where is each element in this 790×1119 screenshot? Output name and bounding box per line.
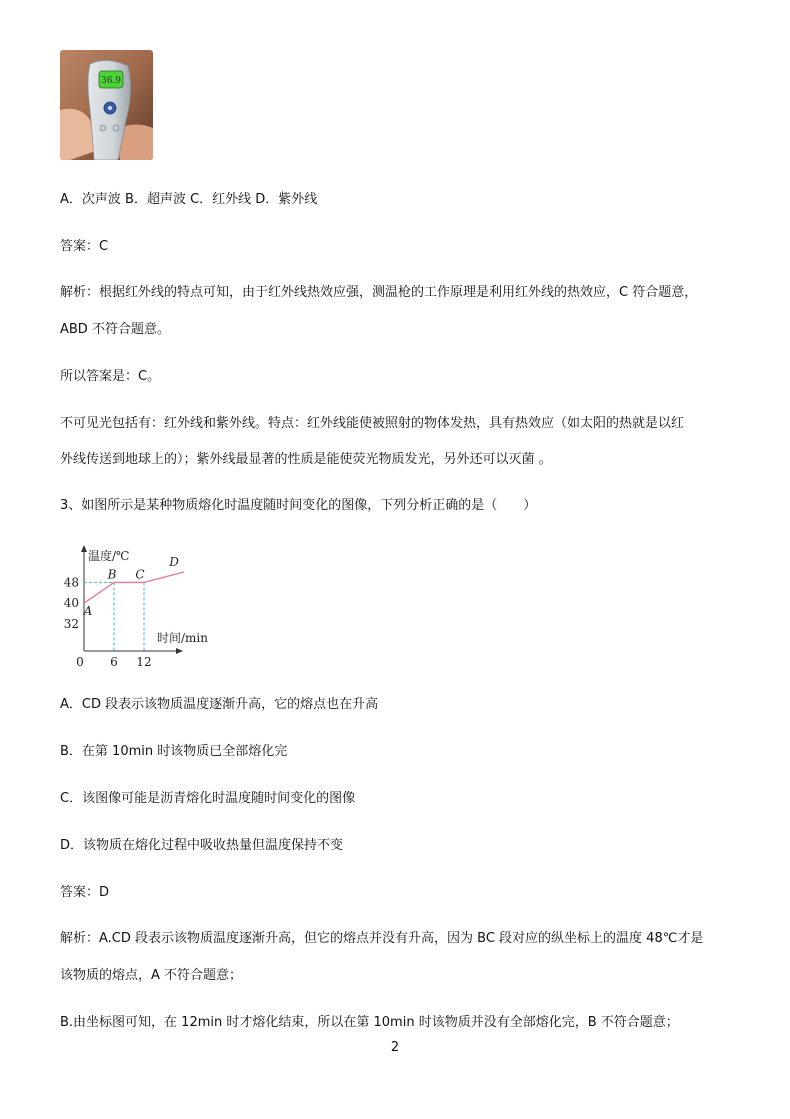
q2-analysis-line-2: ABD 不符合题意。 bbox=[60, 322, 170, 337]
point-label: C bbox=[135, 567, 145, 582]
thermometer-reading: 36.9 bbox=[100, 76, 122, 86]
q3-option-a: A．CD 段表示该物质温度逐渐升高，它的熔点也在升高 bbox=[60, 697, 379, 712]
q2-analysis-line-1: 解析：根据红外线的特点可知，由于红外线热效应强，测温枪的工作原理是利用红外线的热效应，C 符合题意， bbox=[60, 285, 698, 300]
thermometer-photo bbox=[60, 50, 153, 160]
y-tick-label: 32 bbox=[63, 617, 79, 631]
q2-note-line-1: 不可见光包括有：红外线和紫外线。特点：红外线能使被照射的物体发热，具有热效应（如太阳的热就是以红 bbox=[60, 416, 685, 431]
point-label: B bbox=[107, 567, 117, 582]
q2-answer: 答案：C bbox=[60, 239, 109, 254]
q3-answer: 答案：D bbox=[60, 885, 110, 900]
point-label: A bbox=[83, 604, 93, 619]
x-axis-arrow bbox=[176, 648, 183, 654]
y-axis-title: 温度/℃ bbox=[88, 549, 130, 563]
x-tick-label: 0 bbox=[76, 655, 84, 668]
point-label: D bbox=[169, 555, 179, 569]
q2-note-line-2: 外线传送到地球上的）；紫外线最显著的性质是能使荧光物质发光，另外还可以灭菌 。 bbox=[60, 452, 552, 467]
chart-svg bbox=[62, 540, 232, 668]
q3-analysis-line-1: 解析：A.CD 段表示该物质温度逐渐升高，但它的熔点并没有升高，因为 BC 段对应的纵坐标上的温度 48℃才是 bbox=[60, 931, 704, 946]
x-tick-label: 12 bbox=[136, 655, 152, 668]
q3-analysis-line-2: 该物质的熔点，A 不符合题意； bbox=[60, 968, 243, 983]
q2-options: A．次声波 B．超声波 C．红外线 D．紫外线 bbox=[60, 192, 318, 207]
page-number: 2 bbox=[390, 1040, 400, 1055]
y-axis-arrow bbox=[81, 545, 87, 552]
q3-analysis-line-3: B.由坐标图可知，在 12min 时才熔化结束，所以在第 10min 时该物质并没有全部熔化完，B 不符合题意； bbox=[60, 1015, 679, 1030]
y-tick-label: 40 bbox=[63, 596, 79, 611]
q3-option-b: B．在第 10min 时该物质已全部熔化完 bbox=[60, 744, 288, 759]
x-axis-title: 时间/min bbox=[157, 631, 208, 645]
x-tick-label: 6 bbox=[110, 655, 118, 668]
q3-stem: 3、如图所示是某种物质熔化时温度随时间变化的图像，下列分析正确的是（ ） bbox=[60, 498, 537, 513]
series-line bbox=[84, 572, 184, 603]
q3-option-d: D．该物质在熔化过程中吸收热量但温度保持不变 bbox=[60, 838, 344, 853]
y-tick-label: 48 bbox=[63, 575, 79, 590]
melting-curve-chart bbox=[62, 540, 232, 668]
q3-option-c: C．该图像可能是沥青熔化时温度随时间变化的图像 bbox=[60, 791, 356, 806]
q2-conclusion: 所以答案是：C。 bbox=[60, 369, 161, 384]
